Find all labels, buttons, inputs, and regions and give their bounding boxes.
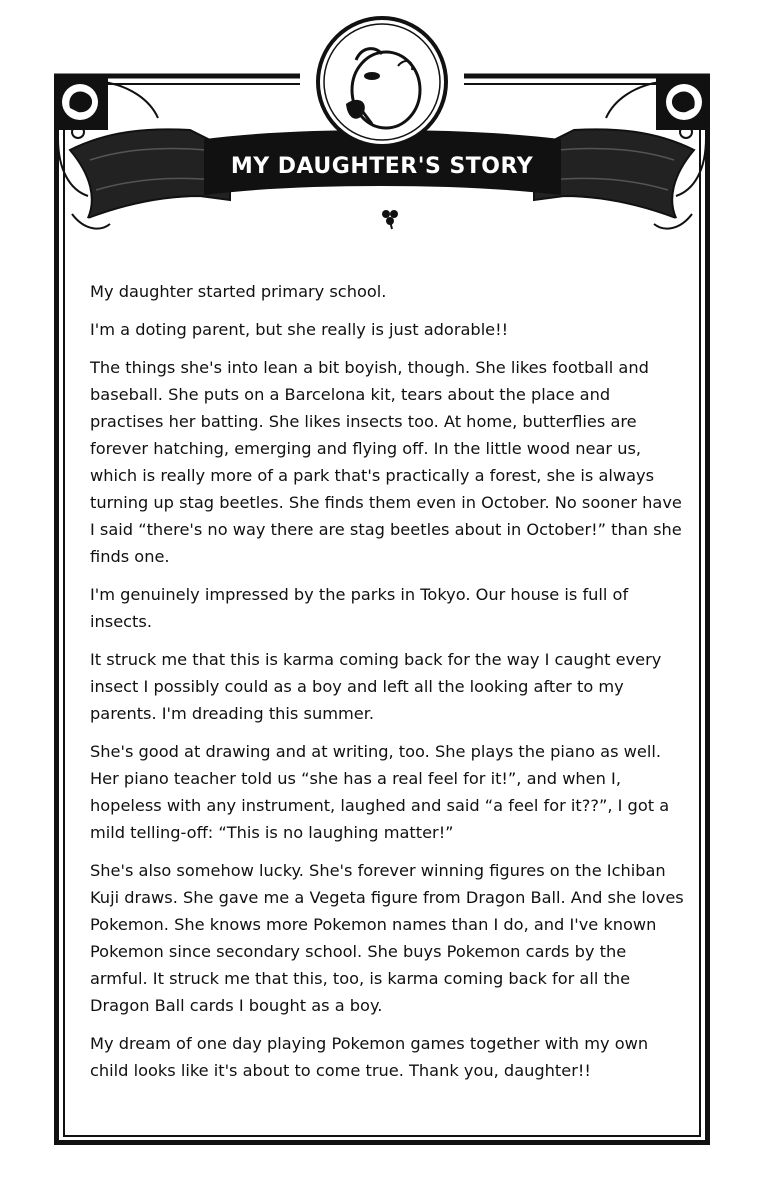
- story-body: [90, 278, 686, 1095]
- story-paragraph: The things she's into lean a bit boyish, though. She likes football and baseball. She puts on a Barcelona kit, tears about the place and practises her batting. She likes insects too. At home, butterflies are forever hatching, emerging and flying off. In the little wood near us, which is really more of a park that's practically a forest, she is always turning up stag beetles. She finds them even in October. No sooner have I said “there's no way there are stag beetles about in October!” than she finds one.: [90, 358, 682, 566]
- clover-icon: [382, 210, 398, 229]
- story-paragraph: My daughter started primary school.: [90, 282, 387, 301]
- story-paragraph: I'm a doting parent, but she really is just adorable!!: [90, 320, 509, 339]
- chick-mascot-icon: [318, 18, 446, 146]
- page-title: MY DAUGHTER'S STORY: [230, 153, 534, 179]
- story-paragraph: I'm genuinely impressed by the parks in Tokyo. Our house is full of insects.: [90, 585, 629, 631]
- story-paragraph: She's good at drawing and at writing, too. She plays the piano as well. Her piano teacher told us “she has a real feel for it!”, and when I, hopeless with any instrument, laughed and said “a feel for it??”, I got a mild telling-off: “This is no laughing matter!”: [90, 742, 670, 842]
- header-ornament: [0, 0, 764, 260]
- story-paragraph: She's also somehow lucky. She's forever winning figures on the Ichiban Kuji draws. She gave me a Vegeta figure from Dragon Ball. And she loves Pokemon. She knows more Pokemon names than I do, and I've known Pokemon since secondary school. She buys Pokemon cards by the armful. It struck me that this, too, is karma coming back for all the Dragon Ball cards I bought as a boy.: [90, 861, 684, 1015]
- story-paragraph: It struck me that this is karma coming back for the way I caught every insect I possibly could as a boy and left all the looking after to my parents. I'm dreading this summer.: [90, 650, 662, 723]
- story-paragraph: My dream of one day playing Pokemon games together with my own child looks like it's about to come true. Thank you, daughter!!: [90, 1034, 649, 1080]
